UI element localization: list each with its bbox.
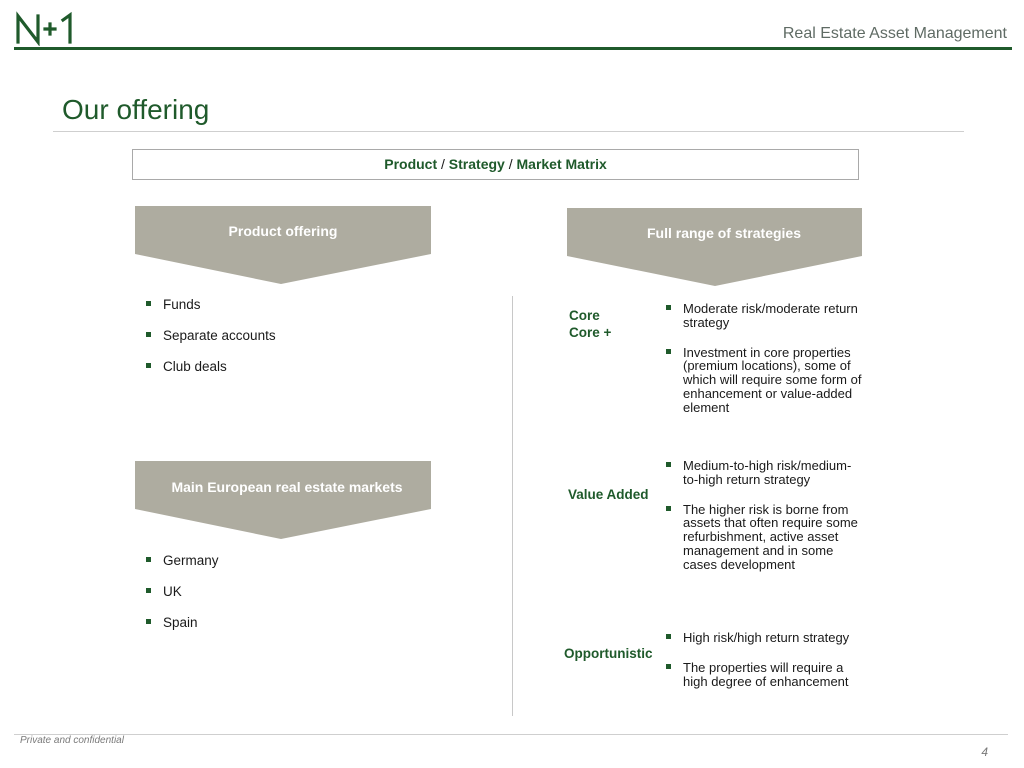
company-logo bbox=[14, 10, 84, 46]
strategy-label-opportunistic: Opportunistic bbox=[564, 646, 653, 661]
markets-list bbox=[145, 554, 485, 647]
list-item: UK bbox=[145, 585, 485, 599]
matrix-heading-box bbox=[132, 149, 859, 180]
value-added-bullets bbox=[665, 459, 865, 582]
slide-title: Our offering bbox=[62, 94, 210, 125]
list-item: The properties will require a high degree of enhancement bbox=[665, 661, 865, 689]
markets-header: Main European real estate markets bbox=[171, 479, 403, 495]
opportunistic-bullets bbox=[665, 631, 865, 698]
matrix-separator: / bbox=[437, 156, 449, 172]
column-divider bbox=[512, 296, 513, 716]
product-offering-header: Product offering bbox=[228, 223, 338, 239]
product-offering-chevron bbox=[133, 205, 433, 285]
matrix-separator: / bbox=[504, 156, 517, 172]
list-item: Germany bbox=[145, 554, 485, 568]
markets-chevron bbox=[133, 460, 433, 540]
list-item: Medium-to-high risk/medium-to-high return strategy bbox=[665, 459, 865, 487]
chevron-shape-icon bbox=[565, 207, 865, 287]
header-rule bbox=[14, 47, 1012, 50]
list-item: High risk/high return strategy bbox=[665, 631, 865, 645]
list-item: Separate accounts bbox=[145, 329, 485, 343]
title-rule bbox=[53, 131, 964, 132]
list-item: The higher risk is borne from assets that often require some refurbishment, active asset management and in some cases development bbox=[665, 503, 865, 572]
product-offering-list bbox=[145, 298, 485, 391]
footer-rule bbox=[14, 734, 1008, 735]
core-plus-label: Core + bbox=[569, 325, 612, 340]
core-label: Core bbox=[569, 308, 600, 323]
list-item: Investment in core properties (premium locations), some of which will require some form of enhancement or value-added element bbox=[665, 346, 865, 415]
strategy-label-core bbox=[569, 307, 611, 341]
strategies-header: Full range of strategies bbox=[646, 225, 802, 241]
strategies-chevron bbox=[565, 207, 865, 287]
list-item: Spain bbox=[145, 616, 485, 630]
chevron-shape-icon bbox=[133, 460, 433, 540]
page-number: 4 bbox=[981, 745, 988, 759]
matrix-part-product: Product bbox=[384, 156, 438, 172]
list-item: Club deals bbox=[145, 360, 485, 374]
list-item: Moderate risk/moderate return strategy bbox=[665, 302, 865, 330]
list-item: Funds bbox=[145, 298, 485, 312]
core-bullets bbox=[665, 302, 865, 425]
header-title: Real Estate Asset Management bbox=[782, 25, 1007, 42]
chevron-shape-icon bbox=[133, 205, 433, 285]
matrix-part-market: Market Matrix bbox=[516, 156, 607, 172]
strategy-label-value-added: Value Added bbox=[568, 487, 649, 502]
confidential-notice: Private and confidential bbox=[20, 735, 124, 746]
matrix-part-strategy: Strategy bbox=[448, 156, 505, 172]
